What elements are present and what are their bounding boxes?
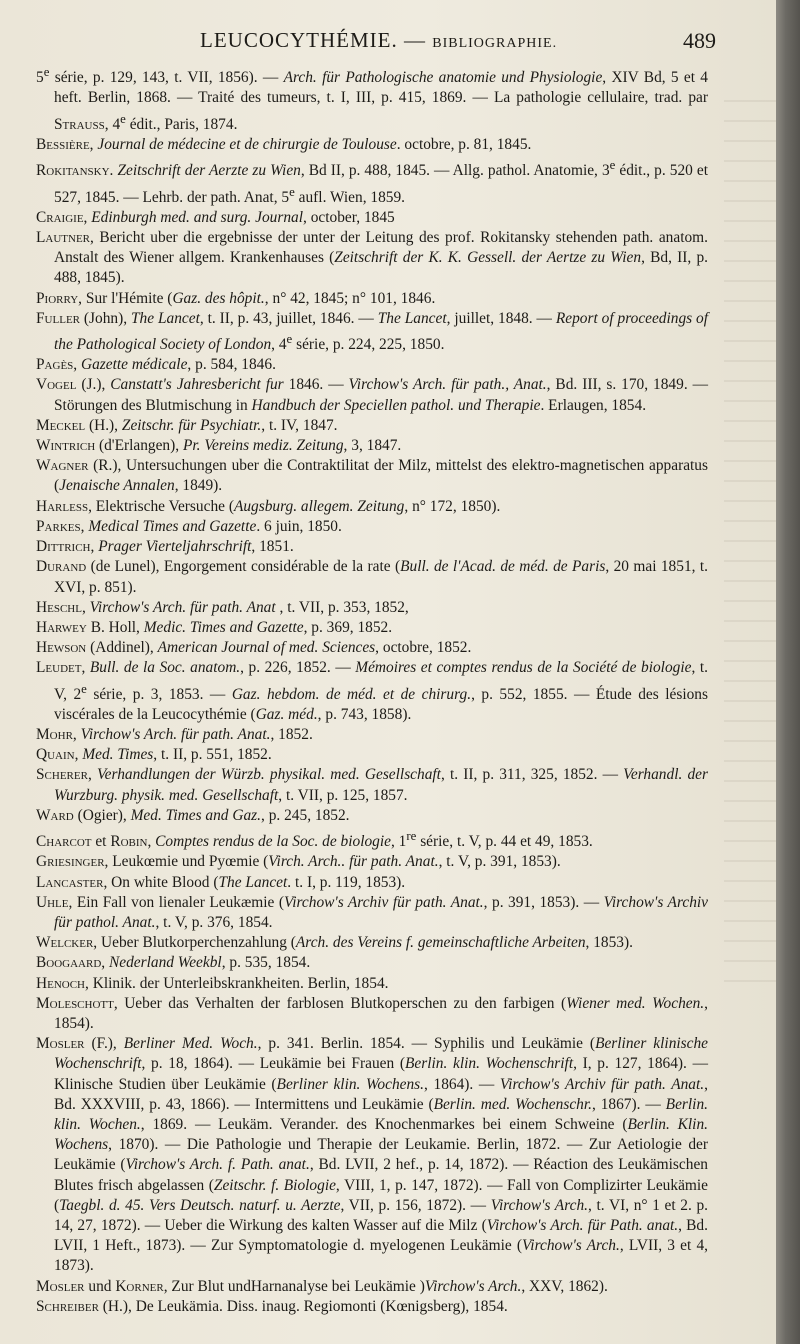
entry-author: Fuller [36,309,80,327]
entry-author: Scherer, [36,766,92,784]
bibliography-entry [36,456,708,496]
bibliography-entry [36,974,708,994]
bibliography-entry [36,826,708,852]
entry-text: 5e série, p. 129, 143, t. VII, 1856). — Arch. für Pathologische anatomie und Physiologie, XIV Bd, 5 et 4 heft. Berlin, 1868. — Traité des tumeurs, t. I, III, p. 415, 1869. — La pathologie cellulaire, trad. par Strauss, 4e édit., Paris, 1874. [36,65,708,133]
entry-author: Bessière, [36,135,94,153]
entry-text: (J.), Canstatt's Jahresbericht fur 1846. — Virchow's Arch. für path., Anat., Bd. III, s. 170, 1849. — Störungen des Blutmischung in Handbuch der Speciellen pathol. und Therapie. Erlaugen, 1854. [54,376,709,414]
entry-author: Schreiber [36,1297,99,1315]
entry-text: Ein Fall von lienaler Leukæmie (Virchow's Archiv für path. Anat., p. 391, 1853). — Virchow's Archiv für pathol. Anat., t. V, p. 376, 1854. [54,893,708,931]
bibliography-entry [36,557,708,597]
entry-text: Medical Times and Gazette. 6 juin, 1850. [88,517,342,535]
bibliography-entry [36,155,708,208]
bibliography-entry [36,517,708,537]
bibliography-entry [36,497,708,517]
entry-text: (d'Erlangen), Pr. Vereins mediz. Zeitung, 3, 1847. [95,437,402,455]
bibliography-entry [36,852,708,872]
bibliography-entry [36,375,708,415]
bibliography-entry [36,725,708,745]
entry-text: (Ogier), Med. Times and Gaz., p. 245, 1852. [73,806,350,824]
entry-author: Mosler [36,1277,85,1295]
bibliography-entry [36,62,708,135]
bibliography-entry [36,598,708,618]
entry-text: Med. Times, t. II, p. 551, 1852. [82,746,272,764]
bibliography-entry [36,289,708,309]
entry-text: (R.), Untersuchungen uber die Contraktilitat der Milz, mittelst des elektro-magnetischen apparatus (Jenaische Annalen, 1849). [54,457,708,495]
entry-author: Dittrich, [36,538,95,556]
entry-author: Ward [36,806,74,824]
bibliography-entry [36,806,708,826]
entry-text: Ueber Blutkorperchenzahlung (Arch. des Vereins f. gemeinschaftliche Arbeiten, 1853). [97,934,633,952]
entry-text: Journal de médecine et de chirurgie de Toulouse. octobre, p. 81, 1845. [97,135,532,153]
bibliography-entry [36,355,708,375]
bleed-through-shadow [724,100,776,1000]
entry-author: Craigie, [36,208,88,226]
bibliography-entry [36,1034,708,1276]
entry-text: Bericht uber die ergebnisse der unter der Leitung des prof. Rokitansky stehenden path. anatom. Anstalt des Wiener allgem. Krankenhauses (Zeitschrift der K. K. Gessell. der Aertze zu Wien, Bd, II, p. 488, 1845). [54,228,709,287]
bibliography-entry [36,638,708,658]
bibliography-entry [36,208,708,228]
entry-text: Leukœmie und Pyœmie (Virch. Arch.. für path. Anat., t. V, p. 391, 1853). [108,853,561,871]
entry-author: Welcker, [36,934,98,952]
bibliography-entry [36,953,708,973]
entry-text: Zeitschrift der Aerzte zu Wien, Bd II, p. 488, 1845. — Allg. pathol. Anatomie, 3e édit., p. 520 et 527, 1845. — Lehrb. der path. Anat, 5e aufl. Wien, 1859. [54,158,708,206]
entry-author: Henoch, [36,974,89,992]
entry-author: Meckel [36,416,86,434]
entry-author: Rokitansky. [36,162,114,180]
bibliography-entry [36,933,708,953]
entry-text: (H.), De Leukämia. Diss. inaug. Regiomonti (Kœnigsberg), 1854. [98,1297,508,1315]
book-page-edge [776,0,800,1344]
entry-text: und Korner, Zur Blut undHarnanalyse bei Leukämie )Virchow's Arch., XXV, 1862). [84,1277,608,1295]
entry-text: On white Blood (The Lancet. t. I, p. 119, 1853). [107,873,406,891]
bibliography-entry [36,309,708,356]
entry-text: Virchow's Arch. für path. Anat., 1852. [80,726,313,744]
entry-text: Prager Vierteljahrschrift, 1851. [98,538,294,556]
entry-author: Quain, [36,746,79,764]
bibliography-entry [36,658,708,725]
entry-text: Virchow's Arch. für path. Anat , t. VII, p. 353, 1852, [89,598,409,616]
entry-text: Bull. de la Soc. anatom., p. 226, 1852. — Mémoires et comptes rendus de la Société de biologie, t. V, 2e série, p. 3, 1853. — Gaz. hebdom. de méd. et de chirurg., p. 552, 1855. — Étude des lésions viscérales de la Leucocythémie (Gaz. méd., p. 743, 1858). [54,659,708,723]
entry-author: Griesinger, [36,853,109,871]
bibliography-entry [36,765,708,805]
title-text: LEUCOCYTHÉMIE. [200,28,398,52]
entry-author: Piorry, [36,289,83,307]
bibliography-entry [36,416,708,436]
entry-text: (F.), Berliner Med. Woch., p. 341. Berlin. 1854. — Syphilis und Leukämie (Berliner klinische Wochenschrift, p. 18, 1864). — Leukämie bei Frauen (Berlin. klin. Wochenschrift, I, p. 127, 1864). — Klinische Studien über Leukämie (Berliner klin. Wochens., 1864). — Virchow's Archiv für path. Anat., Bd. XXXVIII, p. 43, 1866). — Intermittens und Leukämie (Berlin. med. Wochenschr., 1867). — Berlin. klin. Wochen., 1869. — Leukäm. Verander. des Knochenmarkes bei einem Schweine (Berlin. Klin. Wochens, 1870). — Die Pathologie und Therapie der Leukamie. Berlin, 1872. — Zur Aetiologie der Leukämie (Virchow's Arch. f. Path. anat., Bd. LVII, 2 hef., p. 14, 1872). — Réaction des Leukämischen Blutes frisch abgelassen (Zeitschr. f. Biologie, VIII, 1, p. 147, 1872). — Fall von Complizirter Leukämie (Taegbl. d. 45. Vers Deutsch. naturf. u. Aerzte, VII, p. 156, 1872). — Virchow's Arch., t. VI, n° 1 et 2. p. 14, 27, 1872). — Ueber die Wirkung des kalten Wasser auf die Milz (Virchow's Arch. für Path. anat., Bd. LVII, 1 Heft., 1873). — Zur Symptomatologie d. myelogenen Leukämie (Virchow's Arch., LVII, 3 et 4, 1873). [54,1035,709,1275]
title-subtitle: BIBLIOGRAPHIE. [432,36,558,51]
entry-text: Verhandlungen der Würzb. physikal. med. Gesellschaft, t. II, p. 311, 325, 1852. — Verhandl. der Wurzburg. physik. med. Gesellschaft, t. VII, p. 125, 1857. [54,766,708,804]
entry-author: Wintrich [36,437,96,455]
entry-text: Nederland Weekbl, p. 535, 1854. [108,954,311,972]
bibliography-list [36,62,708,1317]
entry-author: Heschl, [36,598,86,616]
entry-author: Vogel [36,376,77,394]
entry-text: Elektrische Versuche (Augsburg. allegem. Zeitung, n° 172, 1850). [91,497,501,515]
bibliography-entry [36,537,708,557]
bibliography-entry [36,618,708,638]
entry-author: Lancaster, [36,873,108,891]
bibliography-entry [36,745,708,765]
entry-author: Wagner [36,457,89,475]
entry-text: et Robin, Comptes rendus de la Soc. de biologie, 1re série, t. V, p. 44 et 49, 1853. [91,829,593,851]
page-title [200,28,557,53]
bibliography-entry [36,436,708,456]
entry-text: Sur l'Hémite (Gaz. des hôpit., n° 42, 1845; n° 101, 1846. [82,289,436,307]
entry-author: Mohr, [36,726,77,744]
entry-author: Moleschott, [36,994,118,1012]
bibliography-entry [36,1297,708,1317]
title-separator: — [397,28,433,52]
entry-text: (de Lunel), Engorgement considérable de la rate (Bull. de l'Acad. de méd. de Paris, 20 mai 1851, t. XVI, p. 851). [54,558,708,596]
entry-author: Harwey [36,618,87,636]
entry-text: (Addinel), American Journal of med. Sciences, octobre, 1852. [86,639,472,657]
entry-text: Gazette médicale, p. 584, 1846. [81,356,276,374]
entry-text: (H.), Zeitschr. für Psychiatr., t. IV, 1847. [85,416,338,434]
bibliography-entry [36,135,708,155]
entry-author: Durand [36,558,87,576]
entry-text: (John), The Lancet, t. II, p. 43, juillet, 1846. — The Lancet, juillet, 1848. — Report of proceedings of the Pathological Society of London, 4e série, p. 224, 225, 1850. [54,309,709,354]
entry-author: Leudet, [36,659,86,677]
entry-author: Charcot [36,833,92,851]
entry-text: Edinburgh med. and surg. Journal, october, 1845 [91,208,395,226]
entry-author: Uhle, [36,893,73,911]
entry-text: Klinik. der Unterleibskrankheiten. Berlin, 1854. [88,974,389,992]
bibliography-entry [36,228,708,289]
entry-author: Pagès, [36,356,78,374]
entry-author: Mosler [36,1035,85,1053]
bibliography-entry [36,994,708,1034]
entry-author: Parkes, [36,517,85,535]
entry-author: Harless, [36,497,92,515]
entry-author: Boogaard, [36,954,106,972]
entry-text: Ueber das Verhalten der farblosen Blutkoperschen zu den farbigen (Wiener med. Wochen., 1854). [54,994,709,1033]
bibliography-entry [36,893,708,933]
page-number: 489 [683,28,716,53]
bibliography-entry [36,1277,708,1297]
bibliography-entry [36,873,708,893]
page-header [36,26,716,56]
entry-author: Lautner, [36,228,94,246]
entry-author: Hewson [36,639,87,657]
entry-text: B. Holl, Medic. Times and Gazette, p. 369, 1852. [86,618,393,636]
